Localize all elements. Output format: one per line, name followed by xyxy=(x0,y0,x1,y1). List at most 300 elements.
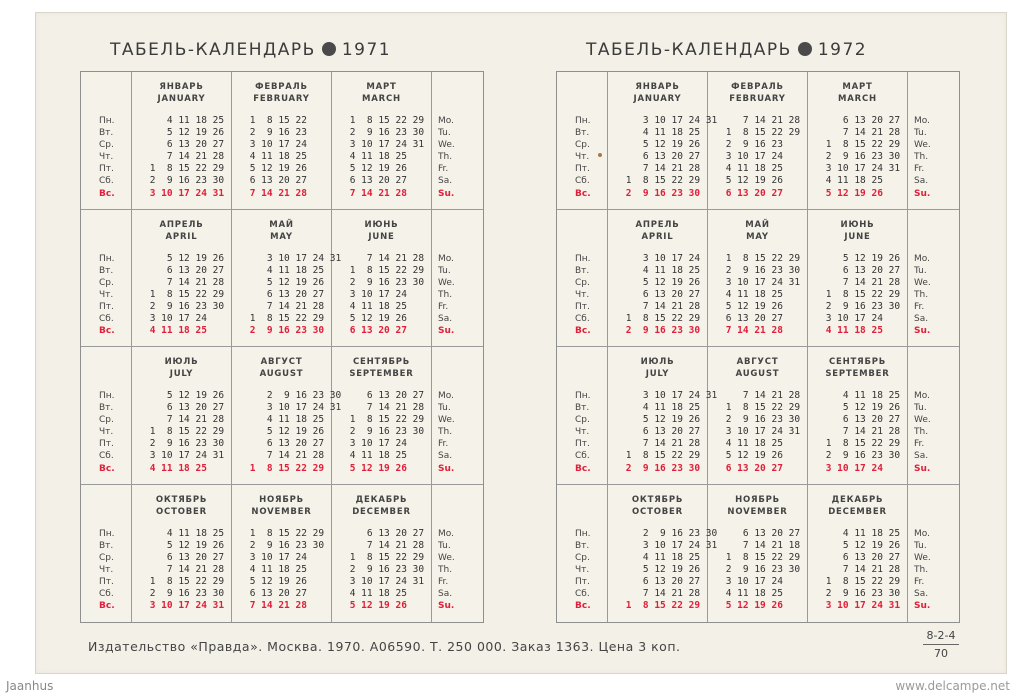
date-row: 3 10 17 24 31 xyxy=(344,139,425,151)
weekday-label: Sa. xyxy=(914,451,929,462)
watermark-left: Jaanhus xyxy=(6,679,54,693)
date-row: 2 9 16 23 30 xyxy=(144,300,225,312)
month-name-ru: ИЮНЬ xyxy=(840,219,875,230)
weekday-list xyxy=(81,253,131,338)
date-row: 1 8 15 22 29 xyxy=(720,402,801,414)
date-row: 2 9 16 23 30 xyxy=(620,527,718,539)
weekday-list xyxy=(557,528,607,613)
date-rows xyxy=(808,390,907,475)
weekday-label: Tu. xyxy=(914,265,927,276)
date-row: 6 13 20 27 xyxy=(720,312,783,324)
weekday-label: Tu. xyxy=(438,403,451,414)
date-row: 6 13 20 27 xyxy=(144,402,225,414)
weekday-label: Su. xyxy=(914,601,931,612)
date-row: 7 14 21 28 xyxy=(720,390,801,401)
month-name xyxy=(808,81,907,105)
date-row: 1 8 15 22 29 xyxy=(820,139,901,151)
date-row: 5 12 19 26 xyxy=(344,312,407,324)
date-row: 1 8 15 22 29 xyxy=(244,527,325,539)
weekday-label: Сб. xyxy=(99,588,114,599)
weekday-label: Сб. xyxy=(575,451,590,462)
date-row: 1 8 15 22 29 xyxy=(620,175,701,187)
date-row: 5 12 19 26 xyxy=(244,426,325,438)
date-row: 3 10 17 24 xyxy=(244,551,307,563)
month-cell xyxy=(332,210,432,348)
weekday-label: Вс. xyxy=(575,601,591,612)
weekday-label: Сб. xyxy=(99,313,114,324)
month-name-ru: ФЕВРАЛЬ xyxy=(731,82,784,92)
weekday-label: Пн. xyxy=(99,528,115,539)
date-row: 2 9 16 23 30 xyxy=(144,175,225,187)
weekday-label: Fr. xyxy=(438,301,449,312)
weekday-label: Вт. xyxy=(575,540,590,551)
date-row: 4 11 18 25 xyxy=(344,450,407,462)
date-row: 3 10 17 24 xyxy=(820,462,883,474)
date-row: 5 12 19 26 xyxy=(720,450,783,462)
month-cell xyxy=(132,72,232,210)
date-row: 2 9 16 23 30 xyxy=(620,462,701,474)
date-row: 2 9 16 23 30 xyxy=(344,563,425,575)
month-cell xyxy=(808,72,908,210)
month-name xyxy=(332,81,431,105)
month-cell xyxy=(132,485,232,623)
date-row: 6 13 20 27 xyxy=(720,462,783,474)
weekday-label: We. xyxy=(914,415,931,426)
date-row: 3 10 17 24 31 xyxy=(620,539,718,551)
date-row: 3 10 17 24 31 xyxy=(720,276,801,288)
date-row: 2 9 16 23 30 xyxy=(344,127,425,139)
date-rows xyxy=(708,528,807,613)
date-row: 1 8 15 22 29 xyxy=(344,264,425,276)
month-name-en: OCTOBER xyxy=(632,506,683,517)
date-row: 5 12 19 26 xyxy=(620,276,701,288)
weekday-column-ru xyxy=(81,72,132,210)
weekday-label: Th. xyxy=(438,289,453,300)
date-row: 2 9 16 23 30 xyxy=(144,438,225,450)
month-name-en: MAY xyxy=(270,231,293,242)
weekday-label: Ср. xyxy=(99,140,114,151)
month-name-en: JUNE xyxy=(844,231,871,242)
date-row: 4 11 18 25 xyxy=(344,151,407,163)
date-row: 2 9 16 23 30 xyxy=(820,450,901,462)
date-row: 2 9 16 23 30 xyxy=(720,264,801,276)
date-row: 3 10 17 24 31 xyxy=(344,575,425,587)
date-row: 5 12 19 26 xyxy=(820,252,901,264)
weekday-label: Пт. xyxy=(99,576,114,587)
date-row: 3 10 17 24 xyxy=(344,438,407,450)
weekday-label: Su. xyxy=(438,326,455,337)
date-row: 5 12 19 26 xyxy=(344,462,407,474)
month-cell xyxy=(708,210,808,348)
weekday-label: We. xyxy=(438,277,455,288)
weekday-label: Вс. xyxy=(99,463,115,474)
publisher-imprint: Издательство «Правда». Москва. 1970. А06590. Т. 250 000. Заказ 1363. Цена 3 коп. xyxy=(88,639,681,654)
date-row: 3 10 17 24 31 xyxy=(820,600,901,612)
bullet-icon xyxy=(798,42,812,56)
date-row: 6 13 20 27 xyxy=(720,527,801,539)
weekday-label: Сб. xyxy=(575,176,590,187)
weekday-label: Чт. xyxy=(575,564,590,575)
date-rows xyxy=(132,253,231,338)
date-row: 1 8 15 22 29 xyxy=(620,600,701,612)
month-cell xyxy=(608,485,718,623)
weekday-label: Пн. xyxy=(99,391,115,401)
month-cell xyxy=(232,210,342,348)
month-cell xyxy=(708,347,808,485)
date-row: 4 11 18 25 xyxy=(820,527,901,539)
paper-stain xyxy=(598,153,602,157)
month-name-en: DECEMBER xyxy=(828,506,887,517)
date-row: 7 14 21 28 xyxy=(244,187,307,199)
weekday-label: Вт. xyxy=(575,128,590,139)
date-row: 5 12 19 26 xyxy=(244,575,307,587)
date-row: 5 12 19 26 xyxy=(720,600,783,612)
date-row: 7 14 21 28 xyxy=(344,252,425,264)
month-cell xyxy=(132,347,232,485)
weekday-label: Ср. xyxy=(575,552,590,563)
weekday-list xyxy=(908,253,959,338)
month-name-ru: СЕНТЯБРЬ xyxy=(828,357,887,367)
date-row: 7 14 21 28 xyxy=(344,539,425,551)
date-row: 2 9 16 23 30 xyxy=(144,587,225,599)
month-name-en: FEBRUARY xyxy=(729,94,786,104)
month-name xyxy=(232,219,331,243)
weekday-label: Вс. xyxy=(99,601,115,612)
date-rows xyxy=(608,390,718,475)
weekday-list xyxy=(432,253,483,338)
weekday-label: Вс. xyxy=(575,188,591,199)
weekday-label: Вс. xyxy=(99,188,115,199)
year-text: 1971 xyxy=(341,40,392,60)
month-name xyxy=(332,494,431,518)
date-row: 4 11 18 25 xyxy=(344,587,407,599)
date-row: 4 11 18 25 xyxy=(820,390,901,401)
date-row: 1 8 15 22 29 xyxy=(820,575,901,587)
weekday-label: Сб. xyxy=(575,588,590,599)
weekday-column-ru xyxy=(557,72,608,210)
date-row: 7 14 21 28 xyxy=(620,438,701,450)
date-row: 2 9 16 23 30 xyxy=(620,325,701,337)
weekday-label: Mo. xyxy=(438,253,454,264)
weekday-list xyxy=(432,528,483,613)
date-row: 2 9 16 23 30 xyxy=(820,587,901,599)
month-name-en: SEPTEMBER xyxy=(825,369,890,379)
date-row: 3 10 17 24 31 xyxy=(144,187,225,199)
date-rows xyxy=(608,115,718,200)
month-name-ru: ЯНВАРЬ xyxy=(635,82,680,92)
month-name-ru: МАЙ xyxy=(269,219,294,230)
date-rows xyxy=(708,390,807,475)
date-row: 4 11 18 25 xyxy=(620,551,701,563)
weekday-list xyxy=(557,115,607,200)
weekday-label: Th. xyxy=(914,289,929,300)
weekday-list xyxy=(81,528,131,613)
weekday-label: Вс. xyxy=(575,463,591,474)
weekday-label: Вт. xyxy=(99,403,114,414)
weekday-label: We. xyxy=(914,552,931,563)
month-grid xyxy=(556,71,960,623)
month-name-en: AUGUST xyxy=(735,369,780,379)
weekday-list xyxy=(81,390,131,475)
weekday-label: Пт. xyxy=(99,164,114,175)
date-row: 6 13 20 27 xyxy=(820,551,901,563)
month-name-ru: НОЯБРЬ xyxy=(259,494,304,505)
month-name-ru: АПРЕЛЬ xyxy=(635,219,680,230)
weekday-label: Mo. xyxy=(438,528,454,539)
calendar-title xyxy=(586,40,867,60)
date-row: 7 14 21 28 xyxy=(620,587,701,599)
date-row: 7 14 21 28 xyxy=(344,402,425,414)
date-rows xyxy=(132,390,231,475)
date-row: 7 14 21 28 xyxy=(620,300,701,312)
date-row: 4 11 18 25 xyxy=(620,264,701,276)
weekday-list xyxy=(557,253,607,338)
weekday-list xyxy=(432,390,483,475)
month-name-ru: АВГУСТ xyxy=(260,357,303,367)
date-row: 7 14 21 28 xyxy=(720,115,801,126)
date-row: 6 13 20 27 xyxy=(244,175,307,187)
weekday-label: Чт. xyxy=(99,289,114,300)
date-row: 6 13 20 27 xyxy=(620,575,701,587)
weekday-label: Su. xyxy=(914,463,931,474)
month-name-en: APRIL xyxy=(165,231,198,242)
weekday-label: Sa. xyxy=(438,588,453,599)
weekday-column-ru xyxy=(557,210,608,348)
date-row: 6 13 20 27 xyxy=(244,438,325,450)
weekday-label: Su. xyxy=(914,326,931,337)
date-row: 3 10 17 24 xyxy=(344,288,407,300)
weekday-label: Fr. xyxy=(914,576,925,587)
date-row: 6 13 20 27 xyxy=(620,151,701,163)
date-row: 3 10 17 24 31 xyxy=(620,390,718,401)
weekday-label: Пн. xyxy=(575,253,591,264)
date-row: 3 10 17 24 31 xyxy=(244,252,342,264)
date-row: 6 13 20 27 xyxy=(720,187,783,199)
weekday-label: Mo. xyxy=(914,391,930,401)
weekday-list xyxy=(557,390,607,475)
weekday-label: Th. xyxy=(438,564,453,575)
month-name-ru: АВГУСТ xyxy=(736,357,779,367)
weekday-label: Tu. xyxy=(438,540,451,551)
month-name-ru: ОКТЯБРЬ xyxy=(155,494,208,505)
date-row: 6 13 20 27 xyxy=(144,264,225,276)
code-numerator: 8-2-4 xyxy=(923,629,959,645)
weekday-label: Fr. xyxy=(438,439,449,450)
weekday-label: Fr. xyxy=(438,164,449,175)
weekday-label: Сб. xyxy=(99,176,114,187)
date-rows xyxy=(232,115,331,200)
month-name-en: JULY xyxy=(169,369,194,379)
month-name-ru: ИЮЛЬ xyxy=(164,357,199,367)
date-row: 6 13 20 27 xyxy=(620,426,701,438)
print-code xyxy=(923,629,959,660)
date-row: 5 12 19 26 xyxy=(244,276,325,288)
weekday-label: Mo. xyxy=(914,116,930,126)
weekday-label: Th. xyxy=(914,152,929,163)
weekday-list xyxy=(908,115,959,200)
month-name xyxy=(808,494,907,518)
weekday-column-en xyxy=(432,72,483,210)
weekday-label: Ср. xyxy=(575,277,590,288)
date-row: 7 14 21 28 xyxy=(244,600,307,612)
month-name xyxy=(232,494,331,518)
date-row: 5 12 19 26 xyxy=(820,402,901,414)
month-name xyxy=(608,219,707,243)
weekday-label: Sa. xyxy=(914,588,929,599)
weekday-label: Пн. xyxy=(575,528,591,539)
date-row: 2 9 16 23 30 xyxy=(720,563,801,575)
weekday-column-ru xyxy=(557,485,608,623)
year-text: 1972 xyxy=(817,40,868,60)
weekday-label: Fr. xyxy=(438,576,449,587)
month-cell xyxy=(708,72,808,210)
weekday-label: Ср. xyxy=(99,415,114,426)
date-row: 2 9 16 23 30 xyxy=(820,300,901,312)
month-name-ru: МАРТ xyxy=(366,82,397,92)
date-row: 4 11 18 25 xyxy=(720,288,783,300)
date-row: 4 11 18 25 xyxy=(820,175,883,187)
date-row: 3 10 17 24 31 xyxy=(144,600,225,612)
weekday-label: Пн. xyxy=(575,116,591,126)
weekday-label: Вт. xyxy=(575,403,590,414)
date-row: 5 12 19 26 xyxy=(144,390,225,401)
weekday-list xyxy=(908,528,959,613)
weekday-label: Mo. xyxy=(438,391,454,401)
weekday-label: Tu. xyxy=(438,265,451,276)
date-row: 4 11 18 25 xyxy=(244,414,325,426)
date-row: 1 8 15 22 29 xyxy=(820,438,901,450)
month-cell xyxy=(332,347,432,485)
month-cell xyxy=(232,485,332,623)
month-name xyxy=(808,356,907,380)
weekday-column-en xyxy=(432,210,483,348)
month-name xyxy=(708,81,807,105)
weekday-list xyxy=(432,115,483,200)
date-rows xyxy=(332,253,431,338)
date-row: 5 12 19 26 xyxy=(720,175,783,187)
month-name xyxy=(708,356,807,380)
date-row: 4 11 18 25 xyxy=(144,115,225,126)
date-row: 1 8 15 22 29 xyxy=(344,551,425,563)
weekday-label: Tu. xyxy=(914,540,927,551)
weekday-label: Ср. xyxy=(575,415,590,426)
date-row: 6 13 20 27 xyxy=(344,390,425,401)
weekday-label: Fr. xyxy=(914,164,925,175)
date-row: 7 14 21 28 xyxy=(144,563,225,575)
weekday-column-en xyxy=(908,485,959,623)
weekday-column-en xyxy=(908,347,959,485)
date-row: 1 8 15 22 29 xyxy=(720,551,801,563)
weekday-label: Вс. xyxy=(575,326,591,337)
weekday-label: Чт. xyxy=(575,427,590,438)
date-row: 3 10 17 24 xyxy=(244,139,307,151)
date-row: 7 14 21 28 xyxy=(720,325,783,337)
date-row: 6 13 20 27 xyxy=(244,288,325,300)
date-row: 5 12 19 26 xyxy=(720,300,783,312)
month-cell xyxy=(608,210,708,348)
month-name-ru: ИЮНЬ xyxy=(364,219,399,230)
date-row: 4 11 18 25 xyxy=(144,527,225,539)
date-row: 3 10 17 24 xyxy=(144,312,207,324)
weekday-column-en xyxy=(908,210,959,348)
month-name-en: MARCH xyxy=(362,94,401,104)
month-cell xyxy=(708,485,808,623)
weekday-label: Сб. xyxy=(99,451,114,462)
date-row: 3 10 17 24 31 xyxy=(244,402,342,414)
date-row: 1 8 15 22 29 xyxy=(720,127,801,139)
month-name xyxy=(608,356,707,380)
date-row: 6 13 20 27 xyxy=(820,414,901,426)
weekday-label: Tu. xyxy=(914,128,927,139)
month-name xyxy=(132,494,231,518)
date-rows xyxy=(232,528,331,613)
weekday-column-ru xyxy=(81,347,132,485)
date-row: 1 8 15 22 29 xyxy=(620,450,701,462)
weekday-label: Fr. xyxy=(914,301,925,312)
month-name-en: APRIL xyxy=(641,231,674,242)
date-row: 3 10 17 24 31 xyxy=(620,115,718,126)
month-name-en: JANUARY xyxy=(157,94,206,104)
month-name xyxy=(332,219,431,243)
date-rows xyxy=(332,528,431,613)
date-row: 1 8 15 22 29 xyxy=(144,426,225,438)
date-row: 2 9 16 23 xyxy=(244,127,307,139)
month-name-ru: ЯНВАРЬ xyxy=(159,82,204,92)
weekday-label: Sa. xyxy=(914,176,929,187)
weekday-label: Ср. xyxy=(575,140,590,151)
weekday-label: Ср. xyxy=(99,277,114,288)
month-name xyxy=(132,81,231,105)
month-name-ru: ДЕКАБРЬ xyxy=(831,494,884,505)
weekday-label: Чт. xyxy=(99,152,114,163)
date-row: 2 9 16 23 30 xyxy=(620,187,701,199)
watermark-right: www.delcampe.net xyxy=(895,679,1010,693)
date-row: 7 14 21 28 xyxy=(244,450,325,462)
date-row: 4 11 18 25 xyxy=(244,264,325,276)
date-row: 7 14 21 28 xyxy=(144,276,225,288)
date-rows xyxy=(232,390,342,475)
date-row: 4 11 18 25 xyxy=(144,325,207,337)
month-cell xyxy=(808,347,908,485)
date-row: 5 12 19 26 xyxy=(620,563,701,575)
date-row: 2 9 16 23 30 xyxy=(244,539,325,551)
month-name-ru: АПРЕЛЬ xyxy=(159,219,204,230)
month-name-en: SEPTEMBER xyxy=(349,369,414,379)
weekday-label: Вт. xyxy=(99,265,114,276)
date-rows xyxy=(332,115,431,200)
bullet-icon xyxy=(322,42,336,56)
date-row: 1 8 15 22 29 xyxy=(244,462,325,474)
weekday-label: Tu. xyxy=(438,128,451,139)
month-name-en: NOVEMBER xyxy=(727,506,788,517)
date-row: 7 14 21 28 xyxy=(620,163,701,175)
date-rows xyxy=(808,115,907,200)
month-name-ru: ИЮЛЬ xyxy=(640,357,675,367)
date-row: 7 14 21 28 xyxy=(820,426,901,438)
weekday-label: Su. xyxy=(914,188,931,199)
date-row: 4 11 18 25 xyxy=(344,300,407,312)
date-rows xyxy=(608,253,707,338)
date-row: 7 14 21 28 xyxy=(820,127,901,139)
date-row: 6 13 20 27 xyxy=(244,587,307,599)
date-row: 1 8 15 22 29 xyxy=(344,414,425,426)
date-row: 2 9 16 23 30 xyxy=(344,276,425,288)
weekday-label: Th. xyxy=(438,152,453,163)
weekday-label: Пн. xyxy=(99,116,115,126)
weekday-column-en xyxy=(432,485,483,623)
month-name xyxy=(232,81,331,105)
month-name-ru: МАРТ xyxy=(842,82,873,92)
